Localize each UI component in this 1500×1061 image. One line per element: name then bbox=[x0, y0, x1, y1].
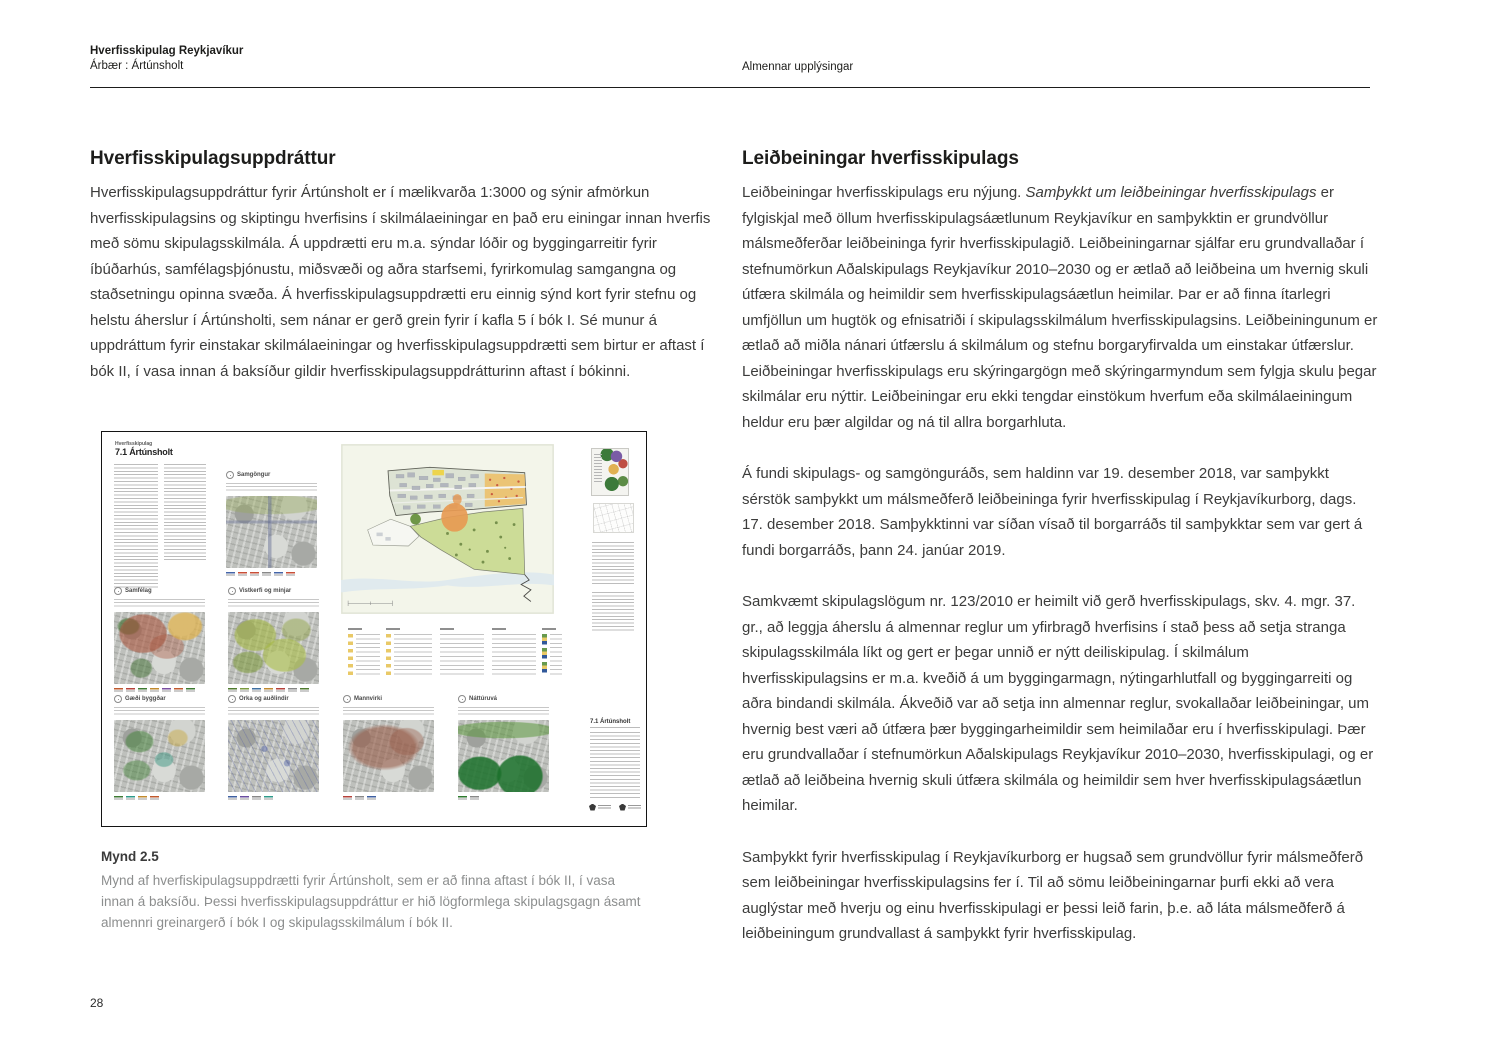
right-paragraph-4: Samþykkt fyrir hverfisskipulag í Reykjavíkurborg er hugsað sem grundvöllur fyrir málsmeðferð sem leiðbeiningar hverfisskipulagsins fer í. Til að sömu leiðbeiningarnar þurfi ekki að vera auglýstar með hverju og einu hverfisskipulagi er þessi leið farin, þ.e. að láta málsmeðferð á leiðbeiningum grundvallast á samþykkt fyrir hverfisskipulag. bbox=[742, 848, 1364, 942]
right-paragraph-2: Á fundi skipulags- og samgönguráðs, sem haldinn var 19. desember 2018, var samþykkt sérstök samþykkt um málsmeðferð leiðbeininga fyrir hverfisskipulag í Reykjavíkurborg, dags. 17. desember 2018. Samþykktinni var síðan vísað til borgarráðs til samþykktar sem var gert á fundi borgarráðs, þann 24. janúar 2019. bbox=[742, 465, 1363, 559]
panel-samgongur bbox=[226, 470, 317, 578]
sheet-text-column bbox=[164, 464, 206, 562]
header-title: Hverfisskipulag Reykjavíkur bbox=[90, 45, 244, 57]
sheet-title-block bbox=[590, 719, 640, 803]
panel-mannvirki bbox=[343, 694, 434, 802]
panel-caption-lines bbox=[114, 707, 205, 716]
caption-text: Mynd af hverfiskipulagsuppdrætti fyrir Ártúnsholt, sem er að finna aftast í bók II, í vasa innan á baksíðu. Þessi hverfisskipulagsuppdráttur er hið lögformlega skipulagsgagn ásamt almennri greinargerð í bók I og skipulagsskilmálum í bók II. bbox=[101, 873, 641, 930]
panel-orka bbox=[228, 694, 319, 802]
sketch-map-inset bbox=[593, 503, 634, 533]
natturuva-icon bbox=[458, 695, 466, 703]
panel-caption-lines bbox=[228, 599, 319, 608]
reykjavik-logo bbox=[589, 803, 611, 811]
map-sheet bbox=[102, 432, 646, 826]
panel-vistkerfi bbox=[228, 586, 319, 694]
right-paragraph-3: Samkvæmt skipulagslögum nr. 123/2010 er heimilt við gerð hverfisskipulags, skv. 4. mgr. 37. gr., að leggja áherslu á almennar reglur um yfirbragð hverfisins í stað þess að setja stranga skipulagsskilmála líkt og gert er þegar unnið er nýtt deiliskipulag. Í skilmálum hverfisskipulagsins er m.a. kveðið á um byggingarmagn, nýtingarhlutfall og byggingarreiti og aðra bindandi skilmála. Ákveðið var að setja inn almennar reglur, svokallaðar leiðbeiningar, um hvernig best væri að útfæra þær byggingarheimildir sem heimilaðar eru í hverfisskipulagi. Þær eru grundvallaðar í stefnumörkun Aðalskipulags Reykjavíkur 2010–2030, hverfisskipulagi, og er ætlað að leiðbeina hvernig skuli útfæra skilmála og heimildir sem hver hverfisskipulagsáætlun heimilar. bbox=[742, 593, 1374, 814]
vistkerfi-icon bbox=[228, 587, 236, 595]
panel-map-thumbnail bbox=[458, 720, 549, 792]
panel-title: Samgöngur bbox=[237, 472, 271, 478]
panel-title: Mannvirki bbox=[354, 696, 383, 702]
samfelag-icon bbox=[114, 587, 122, 595]
panel-caption-lines bbox=[114, 599, 205, 608]
panel-caption-lines bbox=[458, 707, 549, 716]
panel-title: Vistkerfi og minjar bbox=[239, 588, 292, 594]
left-paragraph: Hverfisskipulagsuppdráttur fyrir Ártúnsholt er í mælikvarða 1:3000 og sýnir afmörkun hverfisskipulagsins og skiptingu hverfisins í skilmálaeiningar en það eru einingar innan hverfis með sömu skipulagsskilmála. Á uppdrætti eru m.a. sýndar lóðir og byggingarreitir fyrir íbúðarhús, samfélagsþjónustu, miðsvæði og aðra starfsemi, fyrirkomulag samgangna og staðsetningu opinna svæða. Á hverfisskipulagsuppdrætti eru einnig sýnd kort fyrir stefnu og helstu áherslur í Ártúnsholti, sem nánar er gerð grein fyrir í kafla 5 í bók I. Sé munur á uppdráttum fyrir einstakar skilmálaeiningar og hverfisskipulagsuppdrætti sem birtur er aftast í bók II, í vasa innan á baksíður gildir hverfisskipulagsuppdrátturinn aftast í bókinni. bbox=[90, 184, 711, 380]
panel-title: Gæði byggðar bbox=[125, 696, 166, 702]
panel-title: Samfélag bbox=[125, 588, 152, 594]
sheet-notes bbox=[592, 592, 634, 632]
header-brand bbox=[90, 44, 243, 74]
panel-gaedi-byggdar bbox=[114, 694, 205, 802]
map-legend bbox=[348, 628, 562, 682]
main-landuse-map bbox=[341, 444, 554, 614]
sheet-label: Hverfisskipulag bbox=[115, 441, 153, 447]
sheet-notes bbox=[592, 542, 634, 586]
left-heading: Hverfisskipulagsuppdráttur bbox=[90, 148, 336, 169]
figure-caption bbox=[101, 846, 649, 933]
panel-map-thumbnail bbox=[228, 720, 319, 792]
panel-caption-lines bbox=[226, 483, 317, 492]
header-subtitle: Árbær : Ártúnsholt bbox=[90, 60, 184, 72]
left-column bbox=[90, 146, 714, 410]
panel-map-thumbnail bbox=[343, 720, 434, 792]
panel-map-thumbnail bbox=[114, 720, 205, 792]
panel-legend bbox=[226, 572, 317, 578]
panel-title: Orka og auðlindir bbox=[239, 696, 289, 702]
orka-icon bbox=[228, 695, 236, 703]
sheet-text-column bbox=[114, 464, 158, 588]
sheet-title: 7.1 Ártúnsholt bbox=[115, 447, 173, 457]
samgongur-icon bbox=[226, 471, 234, 479]
panel-map-thumbnail bbox=[226, 496, 317, 568]
title-block-title: 7.1 Ártúnsholt bbox=[590, 719, 640, 728]
right-paragraph-1: Leiðbeiningar hverfisskipulags eru nýjung. Samþykkt um leiðbeiningar hverfisskipulags er fylgiskjal með öllum hverfisskipulagsáætlunum Reykjavíkur en samþykktin er grundvöllur málsmeðferðar leiðbeininga fyrir hverfisskipulagið. Leiðbeiningarnar sjálfar eru grundvallaðar í stefnumörkun Aðalskipulags Reykjavíkur 2010–2030 og er ætlað að leiðbeina um hvernig skuli útfæra skilmála og heimildir sem hverfisskipulagsáætlun heimilar. Þar er að finna ítarlegri umfjöllun um hugtök og efnisatriði í skipulagsskilmálum hverfisskipulagsins. Leiðbeiningunum er ætlað að miðla nánari útfærslu á skilmálum og stefnu borgaryfirvalda um einstakar útfærslur. Leiðbeiningar hverfisskipulags eru skýringargögn með skýringarmyndum sem fylgja skulu þegar skilmálar eru nýttir. Leiðbeiningar eru ekki tengdar einstökum hverfum eða skilmálaeiningum heldur eru þær algildar og ná til allra borgarhluta. bbox=[742, 184, 1378, 431]
publisher-logo bbox=[619, 803, 641, 811]
panel-map-thumbnail bbox=[228, 612, 319, 684]
panel-map-thumbnail bbox=[114, 612, 205, 684]
right-column bbox=[742, 146, 1378, 973]
gaedi-byggdar-icon bbox=[114, 695, 122, 703]
panel-legend bbox=[458, 796, 549, 802]
header-section-label: Almennar upplýsingar bbox=[742, 61, 854, 73]
panel-legend bbox=[343, 796, 434, 802]
right-heading: Leiðbeiningar hverfisskipulags bbox=[742, 148, 1019, 169]
header-rule bbox=[90, 87, 1370, 88]
caption-title: Mynd 2.5 bbox=[101, 849, 159, 864]
panel-samfelag bbox=[114, 586, 205, 694]
panel-caption-lines bbox=[343, 707, 434, 716]
panel-title: Náttúruvá bbox=[469, 696, 498, 702]
panel-legend bbox=[228, 796, 319, 802]
title-block-lines bbox=[590, 732, 640, 800]
italic-reference: Samþykkt um leiðbeiningar hverfisskipulags bbox=[1025, 184, 1317, 201]
map-figure bbox=[101, 431, 647, 827]
panel-legend bbox=[114, 796, 205, 802]
mannvirki-icon bbox=[343, 695, 351, 703]
panel-natturuva bbox=[458, 694, 549, 802]
page-number: 28 bbox=[90, 996, 104, 1010]
panel-caption-lines bbox=[228, 707, 319, 716]
overview-map-inset bbox=[591, 448, 629, 496]
